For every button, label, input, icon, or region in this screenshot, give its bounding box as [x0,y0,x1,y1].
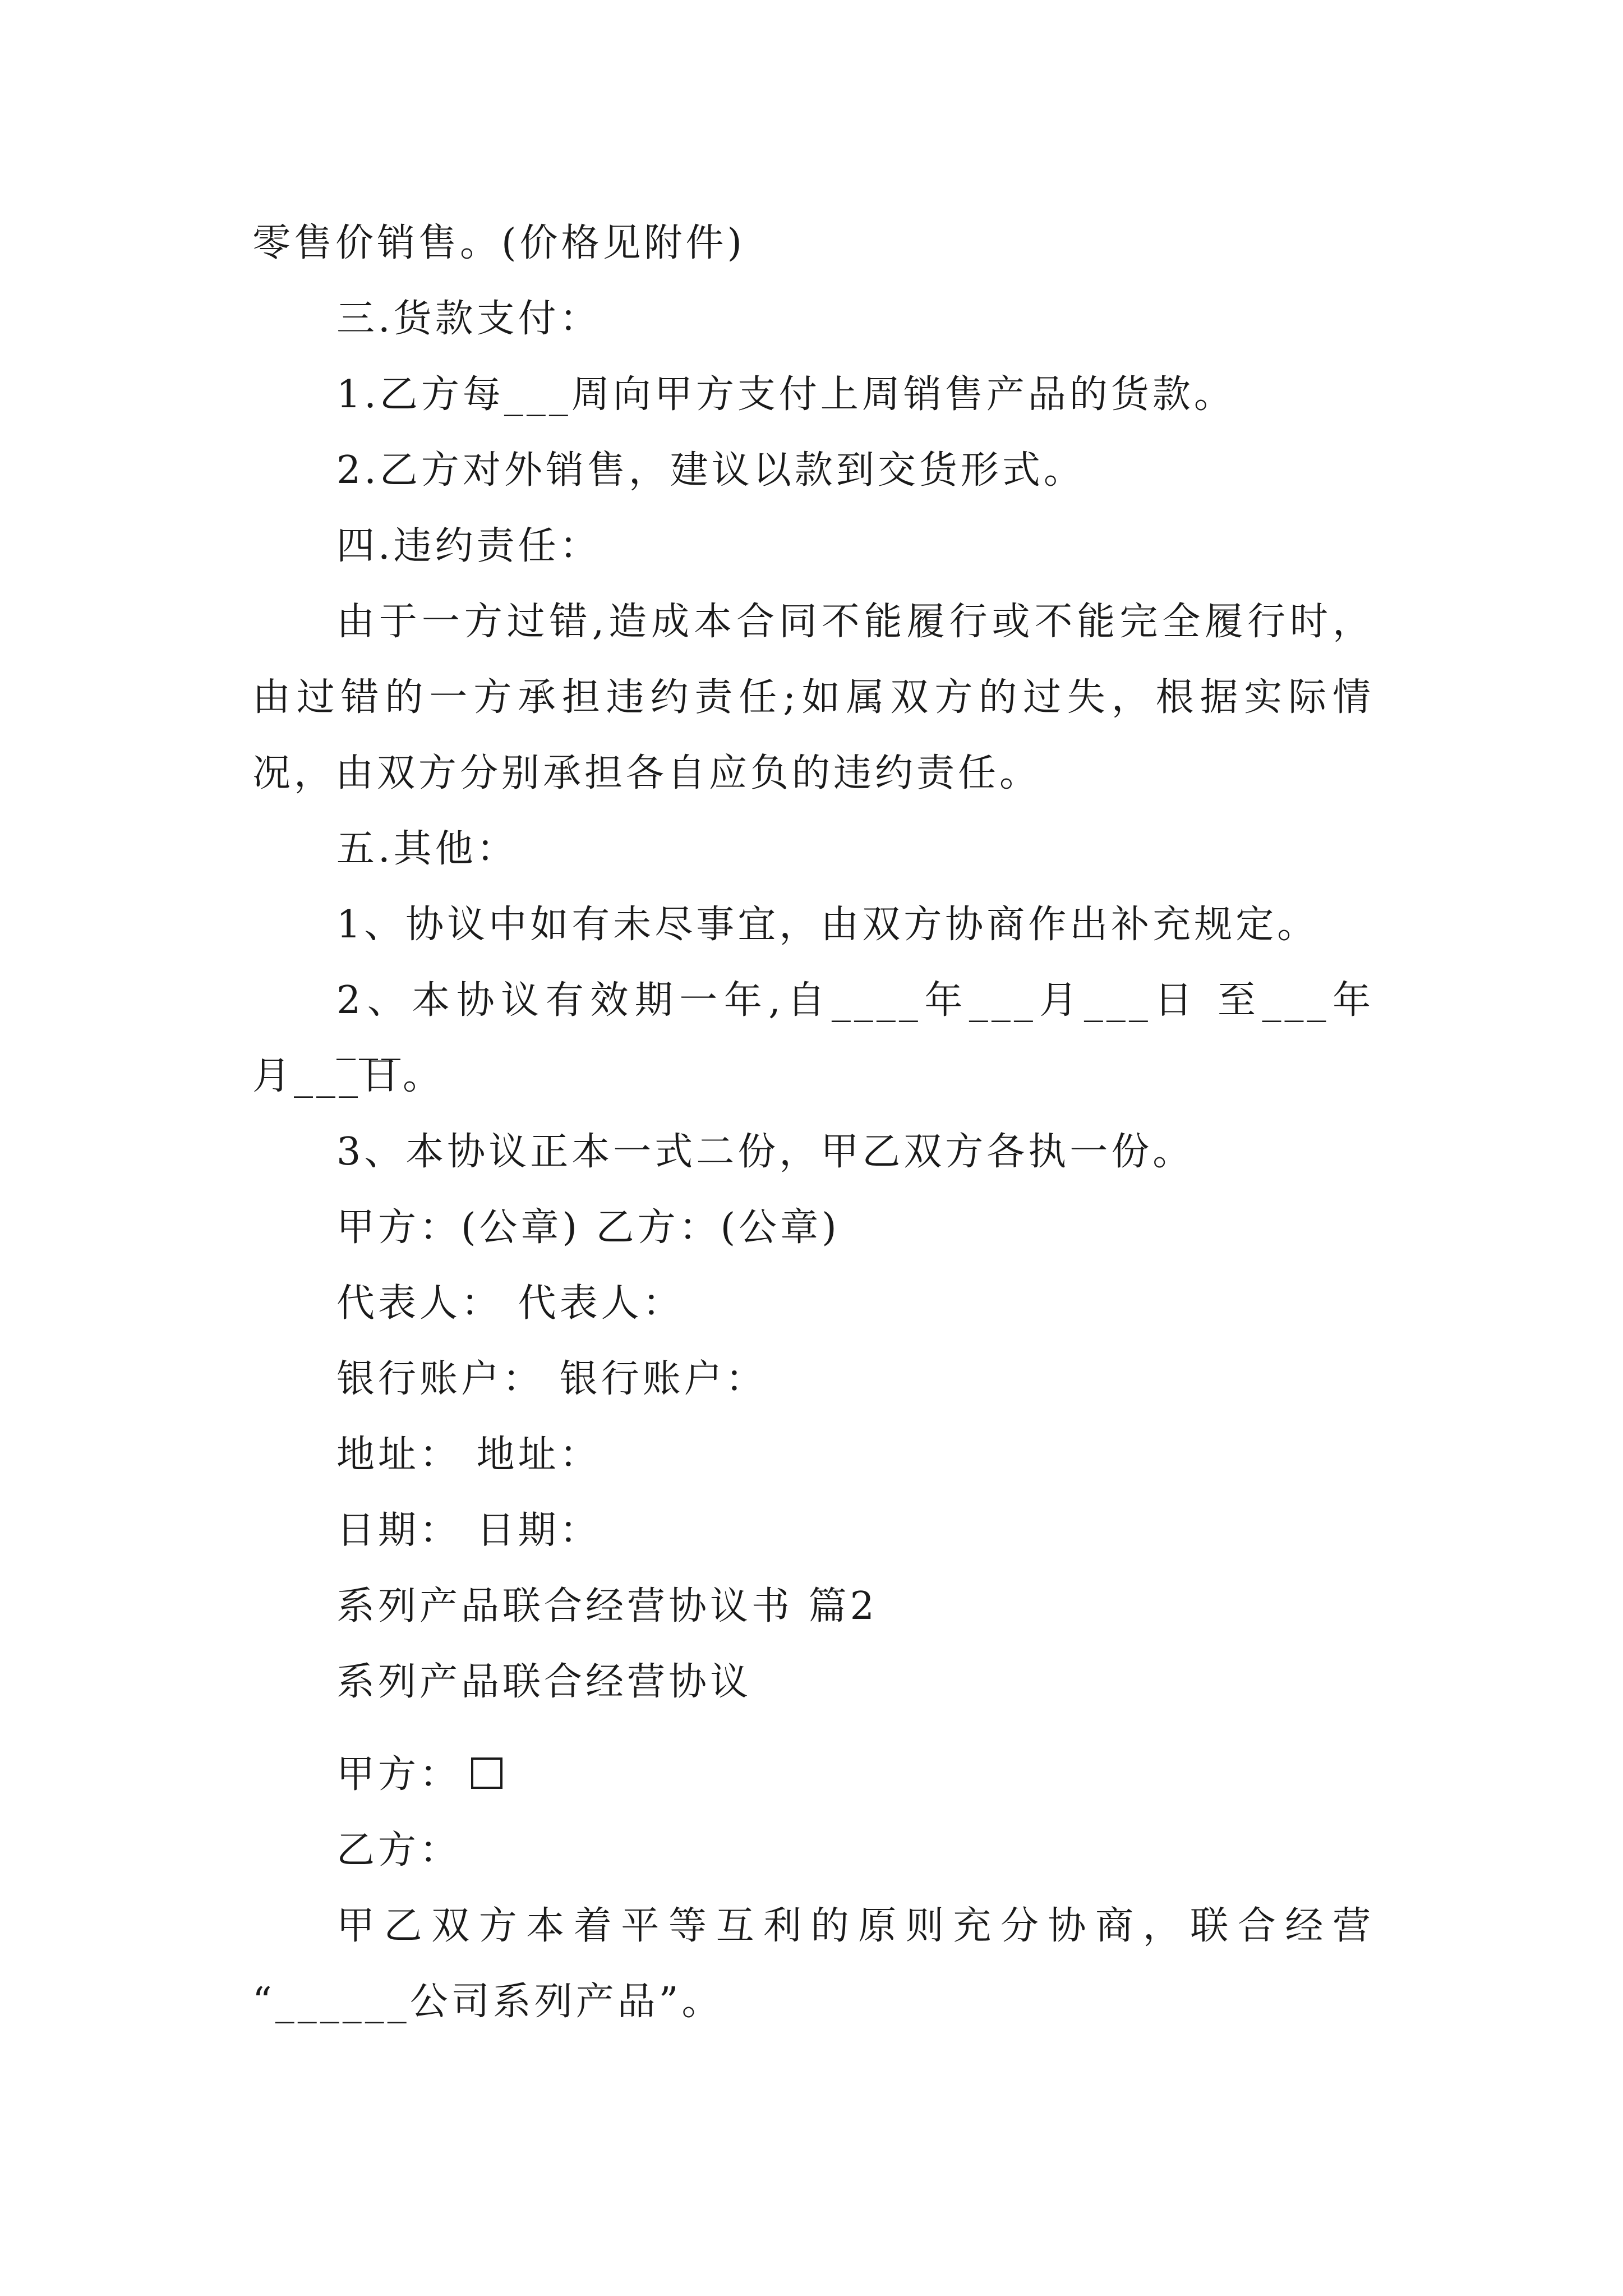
party-a-label: 甲方： [336,1752,462,1797]
section-heading-liability: 四.违约责任： [336,524,601,568]
text-line-13: 3、本协议正本一式二份，甲乙双方各执一份。 [336,1130,1195,1174]
text-line-23: 甲乙双方本着平等互利的原则充分协商，联合经营 [336,1904,1374,1948]
text-line-1: 零售价销售。(价格见附件) [252,221,746,265]
text-line-10: 1、协议中如有未尽事宜，由双方协商作出补充规定。 [336,903,1319,947]
signature-date-line: 日期： 日期： [336,1508,601,1553]
agreement-title: 系列产品联合经营协议 [336,1660,752,1704]
text-line-24: “______公司系列产品”。 [252,1980,723,2024]
section-heading-payment: 三.货款支付： [336,297,601,341]
text-line-6: 由于一方过错,造成本合同不能履行或不能完全履行时， [336,600,1374,644]
checkbox-icon [471,1757,502,1789]
section-title-part-2: 系列产品联合经营协议书 篇2 [336,1584,878,1628]
text-line-4: 2.乙方对外销售，建议以款到交货形式。 [336,448,1085,493]
text-line-11: 2、本协议有效期一年,自____年___月___日 至___年___ [336,978,1374,1061]
signature-bank-account-line: 银行账户： 银行账户： [336,1357,767,1401]
text-line-7: 由过错的一方承担违约责任;如属双方的过失，根据实际情 [252,675,1374,720]
text-line-8: 况，由双方分别承担各自应负的违约责任。 [252,751,1041,795]
signature-representative-line: 代表人： 代表人： [336,1281,684,1326]
party-b-label: 乙方： [336,1828,462,1872]
text-line-12: 月___日。 [252,1054,445,1098]
text-line-3: 1.乙方每___周向甲方支付上周销售产品的货款。 [336,372,1235,417]
section-heading-other: 五.其他： [336,827,518,871]
signature-seal-line: 甲方：(公章) 乙方：(公章) [336,1205,840,1250]
signature-address-line: 地址： 地址： [336,1433,601,1477]
